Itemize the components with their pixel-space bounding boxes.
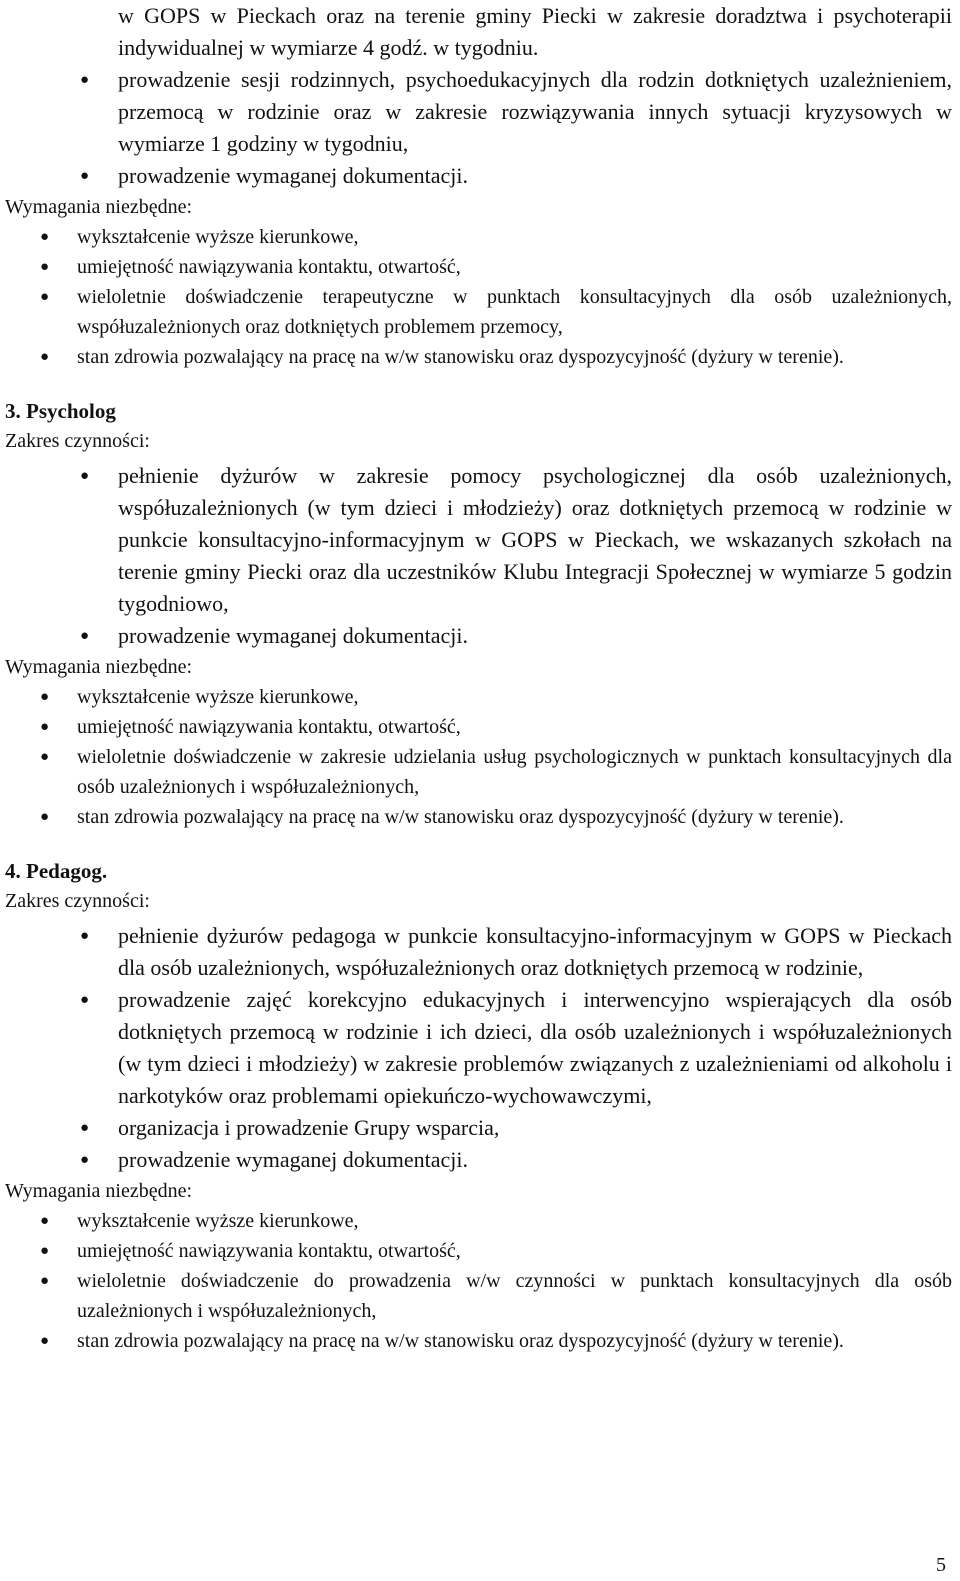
bullet-icon: ●	[40, 1273, 50, 1289]
list-item: ● pełnienie dyżurów w zakresie pomocy psychologicznej dla osób uzależnionych, współuzależnionych (w tym dzieci i młodzieży) oraz dotkniętych przemocą w rodzinie w punkcie konsultacyjno-informacyjnym w GOPS w Pieckach, we wskazanych szkołach na terenie gminy Piecki oraz dla uczestników Klubu Integracji Społecznej w wymiarze 5 godzin tygodniowo,	[0, 460, 960, 620]
bullet-icon: ●	[40, 719, 50, 735]
bullet-icon: ●	[80, 468, 90, 484]
list-item: ● stan zdrowia pozwalający na pracę na w/w stanowisku oraz dyspozycyjność (dyżury w terenie).	[0, 802, 960, 832]
list-item: ● wykształcenie wyższe kierunkowe,	[0, 682, 960, 712]
list-item: ● umiejętność nawiązywania kontaktu, otwartość,	[0, 252, 960, 282]
requirements-list	[0, 682, 960, 832]
bullet-icon: ●	[40, 349, 50, 365]
scope-list	[0, 460, 960, 652]
list-item: ● prowadzenie wymaganej dokumentacji.	[0, 620, 960, 652]
scope-list	[0, 64, 960, 192]
bullet-icon: ●	[40, 1213, 50, 1229]
bullet-icon: ●	[80, 168, 90, 184]
requirements-label: Wymagania niezbędne:	[5, 656, 193, 678]
bullet-icon: ●	[40, 689, 50, 705]
section-heading: 3. Psycholog	[5, 399, 116, 423]
scope-label: Zakres czynności:	[5, 430, 150, 452]
bullet-icon: ●	[40, 289, 50, 305]
list-item: ● prowadzenie zajęć korekcyjno edukacyjnych i interwencyjno wspierających dla osób dotkniętych przemocą w rodzinie i ich dzieci, dla osób uzależnionych i współuzależnionych (w tym dzieci i młodzieży) w zakresie problemów związanych z uzależnieniami od alkoholu i narkotyków oraz problemami opiekuńczo-wychowawczymi,	[0, 984, 960, 1112]
requirements-list	[0, 1206, 960, 1356]
list-item: ● wieloletnie doświadczenie terapeutyczne w punktach konsultacyjnych dla osób uzależnionych, współuzależnionych oraz dotkniętych problemem przemocy,	[0, 282, 960, 342]
list-item: ● pełnienie dyżurów pedagoga w punkcie konsultacyjno-informacyjnym w GOPS w Pieckach dla osób uzależnionych, współuzależnionych oraz dotkniętych przemocą w rodzinie,	[0, 920, 960, 984]
section-heading: 4. Pedagog.	[5, 859, 108, 883]
list-item: ● wieloletnie doświadczenie do prowadzenia w/w czynności w punktach konsultacyjnych dla osób uzależnionych i współuzależnionych,	[0, 1266, 960, 1326]
list-item: ● wieloletnie doświadczenie w zakresie udzielania usług psychologicznych w punktach konsultacyjnych dla osób uzależnionych i współuzależnionych,	[0, 742, 960, 802]
bullet-icon: ●	[80, 992, 90, 1008]
section-2-continuation	[0, 0, 960, 372]
list-item: ● prowadzenie sesji rodzinnych, psychoedukacyjnych dla rodzin dotkniętych uzależnieniem, przemocą w rodzinie oraz w zakresie rozwiązywania innych sytuacji kryzysowych w wymiarze 1 godziny w tygodniu,	[0, 64, 960, 160]
list-item: ● stan zdrowia pozwalający na pracę na w/w stanowisku oraz dyspozycyjność (dyżury w terenie).	[0, 342, 960, 372]
bullet-icon: ●	[40, 1243, 50, 1259]
list-item: ● umiejętność nawiązywania kontaktu, otwartość,	[0, 1236, 960, 1266]
bullet-icon: ●	[80, 72, 90, 88]
bullet-icon: ●	[40, 1333, 50, 1349]
bullet-icon: ●	[40, 809, 50, 825]
continued-text: w GOPS w Pieckach oraz na terenie gminy Piecki w zakresie doradztwa i psychoterapii indywidualnej w wymiarze 4 godź. w tygodniu.	[118, 3, 952, 60]
bullet-icon: ●	[40, 259, 50, 275]
list-item: ● prowadzenie wymaganej dokumentacji.	[0, 160, 960, 192]
page-number: 5	[936, 1554, 946, 1576]
list-item: ● umiejętność nawiązywania kontaktu, otwartość,	[0, 712, 960, 742]
scope-list	[0, 920, 960, 1176]
bullet-icon: ●	[80, 628, 90, 644]
scope-label: Zakres czynności:	[5, 890, 150, 912]
section-3-psycholog	[0, 396, 960, 832]
requirements-label: Wymagania niezbędne:	[5, 1180, 193, 1202]
list-item: ● wykształcenie wyższe kierunkowe,	[0, 1206, 960, 1236]
bullet-icon: ●	[40, 749, 50, 765]
list-item: ● wykształcenie wyższe kierunkowe,	[0, 222, 960, 252]
list-item: ● prowadzenie wymaganej dokumentacji.	[0, 1144, 960, 1176]
section-4-pedagog	[0, 856, 960, 1356]
bullet-icon: ●	[40, 229, 50, 245]
list-item: ● stan zdrowia pozwalający na pracę na w/w stanowisku oraz dyspozycyjność (dyżury w terenie).	[0, 1326, 960, 1356]
requirements-list	[0, 222, 960, 372]
bullet-icon: ●	[80, 928, 90, 944]
requirements-label: Wymagania niezbędne:	[5, 196, 193, 218]
bullet-icon: ●	[80, 1152, 90, 1168]
bullet-icon: ●	[80, 1120, 90, 1136]
list-item: ● organizacja i prowadzenie Grupy wsparcia,	[0, 1112, 960, 1144]
